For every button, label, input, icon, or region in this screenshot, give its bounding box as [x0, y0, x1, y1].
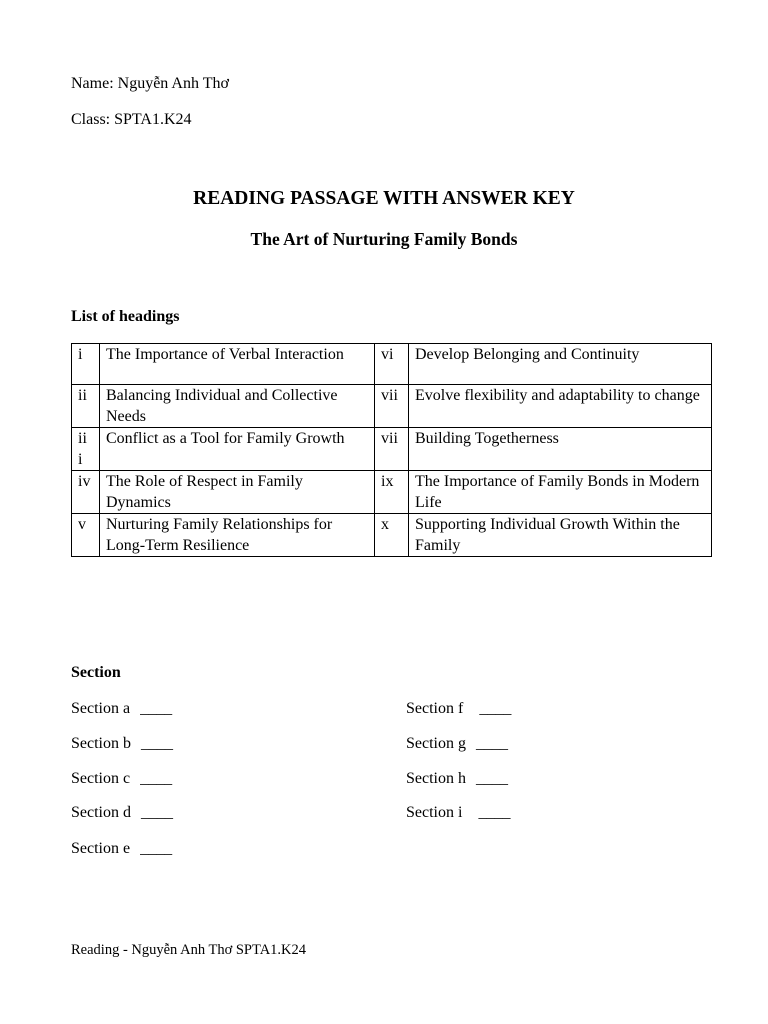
- section-answer-e: [71, 840, 172, 858]
- heading-number: iv: [72, 471, 100, 514]
- heading-text: The Role of Respect in Family Dynamics: [100, 471, 375, 514]
- section-name: Section b: [71, 735, 131, 752]
- answer-blank[interactable]: ____: [478, 804, 511, 821]
- section-answer-h: [406, 770, 508, 788]
- section-name: Section d: [71, 804, 131, 821]
- page-footer: Reading - Nguyễn Anh Thơ SPTA1.K24: [71, 942, 307, 958]
- section-name: Section h: [406, 770, 466, 787]
- section-name: Section f: [406, 700, 464, 717]
- section-name: Section i: [406, 804, 463, 821]
- heading-number: ii i: [72, 428, 100, 471]
- section-answer-g: [406, 735, 508, 753]
- section-name: Section e: [71, 840, 131, 857]
- headings-row: [72, 344, 712, 385]
- heading-number: v: [72, 514, 100, 557]
- headings-row: [72, 428, 712, 471]
- heading-text: Nurturing Family Relationships for Long-Term Resilience: [100, 514, 375, 557]
- heading-number: vii: [375, 428, 409, 471]
- section-answer-c: [71, 770, 172, 788]
- section-label: Section: [71, 664, 121, 681]
- answer-blank[interactable]: ____: [140, 700, 173, 717]
- answer-blank[interactable]: ____: [141, 735, 173, 752]
- answer-blank[interactable]: ____: [476, 770, 508, 787]
- heading-text: The Importance of Verbal Interaction: [100, 344, 375, 385]
- heading-number: ix: [375, 471, 409, 514]
- heading-text: The Importance of Family Bonds in Modern Life: [409, 471, 712, 514]
- student-name: Name: Nguyễn Anh Thơ: [71, 75, 229, 92]
- section-name: Section c: [71, 770, 131, 787]
- headings-table: [71, 343, 712, 557]
- answer-blank[interactable]: ____: [140, 840, 173, 857]
- answer-blank[interactable]: ____: [476, 735, 508, 752]
- headings-row: [72, 471, 712, 514]
- heading-text: Develop Belonging and Continuity: [409, 344, 712, 385]
- section-answer-i: [406, 804, 510, 822]
- headings-row: [72, 514, 712, 557]
- heading-text: Building Togetherness: [409, 428, 712, 471]
- heading-number: vi: [375, 344, 409, 385]
- heading-text: Evolve flexibility and adaptability to change: [409, 385, 712, 428]
- heading-number: i: [72, 344, 100, 385]
- student-class: Class: SPTA1.K24: [71, 111, 192, 128]
- section-name: Section g: [406, 735, 466, 752]
- section-answer-f: [406, 700, 511, 718]
- heading-text: Balancing Individual and Collective Needs: [100, 385, 375, 428]
- section-answer-b: [71, 735, 173, 753]
- headings-row: [72, 385, 712, 428]
- heading-number: vii: [375, 385, 409, 428]
- answer-blank[interactable]: ____: [140, 770, 173, 787]
- document-subtitle: The Art of Nurturing Family Bonds: [250, 229, 518, 249]
- section-answer-a: [71, 700, 172, 718]
- heading-number: x: [375, 514, 409, 557]
- heading-text: Conflict as a Tool for Family Growth: [100, 428, 375, 471]
- section-name: Section a: [71, 700, 131, 717]
- answer-blank[interactable]: ____: [479, 700, 512, 717]
- section-answer-d: [71, 804, 173, 822]
- document-title: READING PASSAGE WITH ANSWER KEY: [193, 188, 575, 209]
- heading-number: ii: [72, 385, 100, 428]
- heading-text: Supporting Individual Growth Within the Family: [409, 514, 712, 557]
- headings-list-label: List of headings: [71, 308, 180, 325]
- answer-blank[interactable]: ____: [141, 804, 173, 821]
